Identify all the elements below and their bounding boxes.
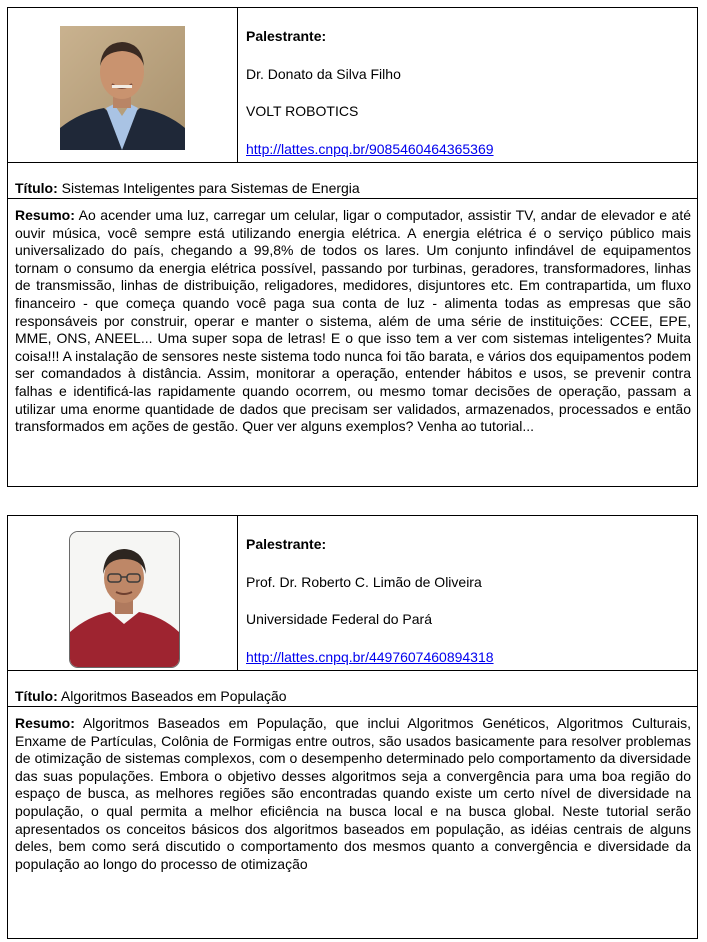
title-label: Título: (15, 688, 58, 704)
photo-cell (8, 516, 238, 670)
abstract-label: Resumo: (15, 207, 75, 223)
speaker-label: Palestrante: (246, 536, 327, 552)
lattes-link[interactable]: http://lattes.cnpq.br/9085460464365369 (246, 141, 494, 157)
speaker-photo (60, 26, 185, 150)
photo-cell (8, 8, 238, 162)
speaker-label: Palestrante: (246, 28, 327, 44)
talk-abstract (8, 707, 697, 873)
talk-abstract (8, 199, 697, 436)
abstract-label: Resumo: (15, 715, 75, 731)
speaker-organization: Universidade Federal do Pará (246, 611, 432, 627)
title-label: Título: (15, 180, 58, 196)
abstract-text: Ao acender uma luz, carregar um celular, ligar o computador, assistir TV, andar de elevador e até ouvir música, você sempre está utilizando energia elétrica. A energia elétrica é o serviço público mais universalizado do país, chegando a 99,8% de todos os lares. Um conjunto infindável de equipamentos tornam o consumo da energia elétrica possível, passando por turbinas, geradores, transformadores, linhas de transmissão, linhas de distribuição, religadores, medidores, disjuntores etc. Em contrapartida, um fluxo financeiro - que começa quando você paga sua conta de luz - alimenta todas as empresas que são responsáveis por construir, operar e manter o sistema, além de uma série de instituições: CCEE, EPE, MME, ONS, ANEEL... Uma super sopa de letras! E o que isso tem a ver com sistemas inteligentes? Muita coisa!!! A instalação de sensores neste sistema todo nunca foi tão barata, e vários dos equipamentos podem ser comandados à distância. Assim, monitorar a operação, entender hábitos e usos, se prevenir contra falhas e identificá-las rapidamente quando ocorrem, ou mesmo tomar decisões de operação, passam a utilizar uma enorme quantidade de dados que precisam ser validados, armazenados, processados e então transformados em ações de gestão. Quer ver alguns exemplos? Venha ao tutorial... (15, 207, 691, 435)
speaker-card-1 (7, 7, 698, 487)
speaker-name: Dr. Donato da Silva Filho (246, 66, 401, 82)
speaker-organization: VOLT ROBOTICS (246, 103, 359, 119)
speaker-header (8, 8, 697, 163)
talk-title-row (8, 671, 697, 707)
speaker-header (8, 516, 697, 671)
speaker-name: Prof. Dr. Roberto C. Limão de Oliveira (246, 574, 482, 590)
speaker-photo (69, 531, 180, 668)
talk-title-row (8, 163, 697, 199)
lattes-link[interactable]: http://lattes.cnpq.br/4497607460894318 (246, 649, 494, 665)
talk-title: Sistemas Inteligentes para Sistemas de Energia (61, 180, 360, 196)
speaker-card-2 (7, 515, 698, 939)
talk-title: Algoritmos Baseados em População (60, 688, 287, 704)
abstract-text: Algoritmos Baseados em População, que inclui Algoritmos Genéticos, Algoritmos Culturais, Enxame de Partículas, Colônia de Formigas entre outros, são usados basicamente para resolver problemas de otimização de sistemas complexos, com o desempenho determinado pelo comportamento da diversidade das suas populações. Embora o objetivo desses algoritmos seja a convergência para uma boa região do espaço de busca, as melhores regiões são encontradas quando existe um certo nível de diversidade na população, o qual permita a melhor eficiência na busca local e na busca global. Neste tutorial serão apresentados os conceitos básicos dos algoritmos baseados em população, as idéias centrais de alguns deles, bem como será discutido o comportamento dos mesmos quanto a convergência e diversidade da população ao longo do processo de otimização (15, 715, 691, 872)
